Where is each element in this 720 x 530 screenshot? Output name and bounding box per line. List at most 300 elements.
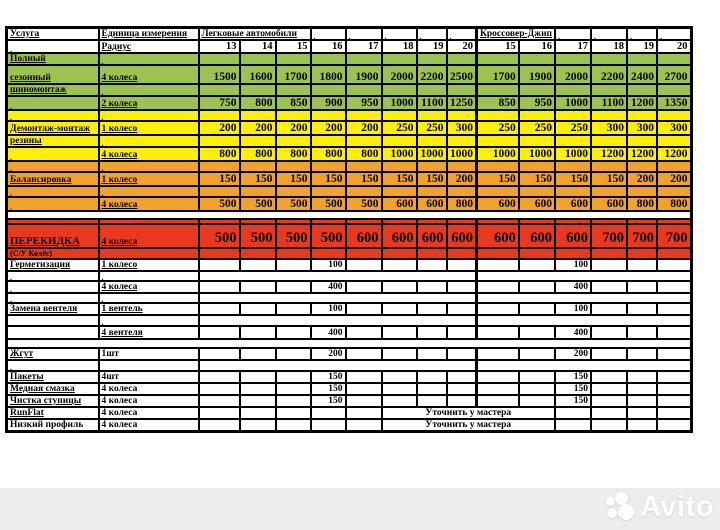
table-row xyxy=(7,326,692,339)
table-cell xyxy=(382,53,417,65)
price-cell: 600 xyxy=(447,224,477,248)
table-cell xyxy=(311,84,346,96)
price-cell: 250 xyxy=(555,121,591,135)
price-cell: 600 xyxy=(417,197,447,211)
table-cell xyxy=(591,407,627,419)
table-cell xyxy=(276,161,311,172)
table-cell xyxy=(519,84,555,96)
table-cell xyxy=(555,84,591,96)
table-cell xyxy=(657,161,691,172)
table-cell xyxy=(627,84,657,96)
table-cell: . xyxy=(99,293,199,303)
table-cell xyxy=(240,281,276,293)
table-cell xyxy=(519,186,555,197)
price-cell: 1200 xyxy=(591,147,627,161)
table-cell xyxy=(382,281,417,293)
table-cell xyxy=(346,407,382,419)
table-cell xyxy=(276,383,311,395)
table-cell xyxy=(657,110,691,121)
table-cell xyxy=(346,186,382,197)
table-cell xyxy=(240,259,276,271)
table-cell xyxy=(276,326,311,339)
table-cell xyxy=(382,395,417,407)
table-cell xyxy=(591,281,627,293)
price-cell: 2200 xyxy=(591,65,627,84)
table-cell xyxy=(447,281,477,293)
table-cell xyxy=(447,259,477,271)
table-cell xyxy=(311,110,346,121)
service-label: 4 колеса xyxy=(99,383,199,395)
table-cell xyxy=(7,211,692,219)
table-cell xyxy=(555,53,591,65)
table-cell xyxy=(519,135,555,147)
price-cell: 1350 xyxy=(657,96,691,110)
service-label: Демонтаж-монтаж xyxy=(7,121,99,135)
table-cell xyxy=(382,348,417,360)
price-cell: 1000 xyxy=(382,96,417,110)
avito-logo-dots-icon xyxy=(606,492,636,522)
table-row xyxy=(7,147,692,161)
table-cell xyxy=(199,248,240,259)
price-cell: 150 xyxy=(477,172,519,186)
price-cell: 1000 xyxy=(519,147,555,161)
table-cell xyxy=(346,326,382,339)
table-cell xyxy=(519,371,555,383)
table-cell xyxy=(591,326,627,339)
table-cell xyxy=(346,110,382,121)
table-cell xyxy=(276,135,311,147)
price-cell: 200 xyxy=(657,172,691,186)
table-cell xyxy=(477,303,519,315)
table-cell xyxy=(417,383,447,395)
table-cell xyxy=(657,135,691,147)
price-cell: 150 xyxy=(276,172,311,186)
table-cell xyxy=(591,186,627,197)
table-cell xyxy=(276,84,311,96)
service-label: Медная смазка xyxy=(7,383,99,395)
price-cell: 200 xyxy=(199,121,240,135)
table-cell xyxy=(477,293,692,303)
service-label: 4 вентеля xyxy=(99,326,199,339)
service-label: 4 колеса xyxy=(99,65,199,84)
price-cell: 500 xyxy=(276,197,311,211)
table-cell xyxy=(477,383,519,395)
price-cell: 1600 xyxy=(240,65,276,84)
price-cell: 150 xyxy=(199,172,240,186)
table-cell xyxy=(99,360,199,371)
table-row xyxy=(7,135,692,147)
price-cell: 300 xyxy=(627,121,657,135)
price-cell: 1100 xyxy=(417,96,447,110)
bottom-strip xyxy=(0,488,720,530)
price-table xyxy=(5,26,693,433)
table-cell xyxy=(311,419,346,432)
table-cell xyxy=(276,53,311,65)
table-cell xyxy=(591,161,627,172)
table-cell xyxy=(276,419,311,432)
table-cell: . xyxy=(99,161,199,172)
table-cell: (С/У Колёс) xyxy=(7,248,99,259)
table-cell xyxy=(382,135,417,147)
table-cell xyxy=(346,371,382,383)
table-cell xyxy=(447,53,477,65)
table-cell xyxy=(382,371,417,383)
price-cell: 500 xyxy=(240,224,276,248)
price-cell: 600 xyxy=(382,197,417,211)
table-cell xyxy=(657,248,691,259)
price-cell: 1500 xyxy=(199,65,240,84)
table-cell xyxy=(240,395,276,407)
table-cell xyxy=(99,248,199,259)
table-cell xyxy=(417,135,447,147)
table-cell: . xyxy=(99,135,199,147)
table-cell xyxy=(311,135,346,147)
service-label: Услуга xyxy=(7,28,99,41)
service-label: Легковые автомобили xyxy=(199,28,311,41)
table-cell xyxy=(382,383,417,395)
table-row xyxy=(7,259,692,271)
price-cell: 800 xyxy=(657,197,691,211)
price-cell: 19 xyxy=(627,40,657,53)
price-cell: 2000 xyxy=(382,65,417,84)
table-cell: . xyxy=(7,281,99,293)
price-cell: 150 xyxy=(555,395,591,407)
table-cell xyxy=(240,110,276,121)
table-row xyxy=(7,303,692,315)
table-cell xyxy=(346,281,382,293)
price-cell: Уточнить у мастера xyxy=(382,407,556,419)
price-cell: 500 xyxy=(276,224,311,248)
table-cell xyxy=(346,419,382,432)
table-row xyxy=(7,281,692,293)
price-cell: 150 xyxy=(240,172,276,186)
table-cell: . xyxy=(7,110,99,121)
price-cell: 600 xyxy=(555,224,591,248)
service-label: 1 вентель xyxy=(99,303,199,315)
table-cell xyxy=(199,110,240,121)
table-cell xyxy=(346,303,382,315)
table-cell xyxy=(417,110,447,121)
table-cell xyxy=(7,326,99,339)
table-row xyxy=(7,161,692,172)
table-cell xyxy=(657,371,691,383)
service-label: ПЕРЕКИДКА xyxy=(7,224,99,248)
table-cell xyxy=(346,348,382,360)
table-cell xyxy=(199,315,477,326)
table-cell xyxy=(477,271,692,281)
table-cell: . xyxy=(7,40,99,53)
table-cell: . xyxy=(7,161,99,172)
service-label: 4 колеса xyxy=(99,395,199,407)
table-cell xyxy=(477,315,692,326)
table-cell xyxy=(199,383,240,395)
table-cell xyxy=(591,395,627,407)
table-cell: . xyxy=(7,96,99,110)
table-cell xyxy=(657,326,691,339)
table-cell xyxy=(627,161,657,172)
table-cell xyxy=(447,383,477,395)
table-cell xyxy=(477,371,519,383)
table-cell xyxy=(276,348,311,360)
price-cell: 200 xyxy=(555,348,591,360)
table-row xyxy=(7,348,692,360)
table-cell xyxy=(240,348,276,360)
table-cell xyxy=(657,348,691,360)
price-cell: 1200 xyxy=(627,96,657,110)
table-cell xyxy=(382,259,417,271)
table-cell: . xyxy=(627,28,657,41)
table-cell: . xyxy=(7,293,99,303)
price-cell: 1000 xyxy=(555,96,591,110)
table-cell xyxy=(627,281,657,293)
price-cell: 400 xyxy=(311,281,346,293)
table-cell xyxy=(346,135,382,147)
table-cell xyxy=(240,186,276,197)
table-cell xyxy=(477,53,519,65)
price-cell: 100 xyxy=(311,303,346,315)
table-row xyxy=(7,293,692,303)
table-row xyxy=(7,395,692,407)
table-cell xyxy=(199,259,240,271)
table-cell xyxy=(591,110,627,121)
price-cell: 18 xyxy=(382,40,417,53)
price-cell: 2400 xyxy=(627,65,657,84)
price-cell: 1100 xyxy=(591,96,627,110)
price-cell: 300 xyxy=(447,121,477,135)
table-cell xyxy=(657,53,691,65)
price-cell: 800 xyxy=(240,96,276,110)
table-cell xyxy=(519,248,555,259)
table-cell xyxy=(477,186,519,197)
table-cell xyxy=(447,395,477,407)
table-cell xyxy=(591,303,627,315)
table-cell xyxy=(417,303,447,315)
price-cell: 100 xyxy=(555,259,591,271)
price-cell: 14 xyxy=(240,40,276,53)
table-cell xyxy=(382,161,417,172)
table-cell xyxy=(555,248,591,259)
table-cell xyxy=(240,135,276,147)
price-cell: 150 xyxy=(311,371,346,383)
table-cell xyxy=(382,110,417,121)
price-cell: 200 xyxy=(276,121,311,135)
table-cell xyxy=(311,161,346,172)
table-cell xyxy=(276,259,311,271)
table-cell xyxy=(240,84,276,96)
table-row xyxy=(7,53,692,65)
table-cell xyxy=(555,186,591,197)
table-cell: . xyxy=(99,186,199,197)
table-cell xyxy=(447,110,477,121)
table-cell xyxy=(447,371,477,383)
service-label: резины xyxy=(7,135,99,147)
price-cell: 600 xyxy=(555,197,591,211)
table-cell xyxy=(311,53,346,65)
price-cell: 400 xyxy=(555,326,591,339)
table-cell xyxy=(240,419,276,432)
table-cell xyxy=(382,248,417,259)
price-cell: 2700 xyxy=(657,65,691,84)
price-cell: 200 xyxy=(311,121,346,135)
table-cell xyxy=(346,395,382,407)
price-cell: 15 xyxy=(477,40,519,53)
price-cell: 500 xyxy=(240,197,276,211)
table-cell xyxy=(447,348,477,360)
price-cell: 400 xyxy=(555,281,591,293)
price-cell: 300 xyxy=(657,121,691,135)
table-cell xyxy=(519,303,555,315)
price-cell: 750 xyxy=(199,96,240,110)
table-cell xyxy=(477,248,519,259)
price-cell: 150 xyxy=(555,371,591,383)
table-cell xyxy=(199,348,240,360)
table-cell xyxy=(346,383,382,395)
table-row xyxy=(7,84,692,96)
service-label: Низкий профиль xyxy=(7,419,99,432)
table-row xyxy=(7,121,692,135)
table-cell xyxy=(199,53,240,65)
price-cell: 1000 xyxy=(555,147,591,161)
table-cell xyxy=(240,326,276,339)
price-cell: 1200 xyxy=(627,147,657,161)
table-cell xyxy=(240,303,276,315)
price-cell: 600 xyxy=(519,224,555,248)
price-cell: Уточнить у мастера xyxy=(382,419,556,432)
table-cell: . xyxy=(99,271,199,281)
table-cell xyxy=(519,110,555,121)
price-cell: 500 xyxy=(199,197,240,211)
watermark-text: Avito xyxy=(640,490,714,523)
table-cell xyxy=(477,84,519,96)
table-row xyxy=(7,96,692,110)
service-label: RunFlat xyxy=(7,407,99,419)
price-cell: 850 xyxy=(276,96,311,110)
table-cell xyxy=(627,419,657,432)
price-cell: 600 xyxy=(477,224,519,248)
table-cell xyxy=(657,303,691,315)
table-cell xyxy=(627,53,657,65)
table-row xyxy=(7,186,692,197)
price-cell: 800 xyxy=(346,147,382,161)
table-cell xyxy=(447,186,477,197)
table-cell xyxy=(199,186,240,197)
table-cell xyxy=(657,186,691,197)
table-cell xyxy=(477,326,519,339)
table-row xyxy=(7,40,692,53)
table-cell xyxy=(417,161,447,172)
price-cell: 1000 xyxy=(447,147,477,161)
table-cell xyxy=(627,395,657,407)
price-cell: 700 xyxy=(627,224,657,248)
price-cell: 150 xyxy=(555,383,591,395)
table-cell xyxy=(627,259,657,271)
service-label: Пакеты xyxy=(7,371,99,383)
table-cell xyxy=(591,248,627,259)
table-cell xyxy=(311,248,346,259)
table-cell xyxy=(199,360,477,371)
table-cell xyxy=(276,248,311,259)
table-cell xyxy=(657,407,691,419)
price-cell: 600 xyxy=(591,197,627,211)
price-cell: 150 xyxy=(311,395,346,407)
table-cell xyxy=(447,161,477,172)
price-cell: 500 xyxy=(199,224,240,248)
table-cell xyxy=(199,135,240,147)
price-cell: 150 xyxy=(555,172,591,186)
table-cell: . xyxy=(7,147,99,161)
table-cell xyxy=(417,348,447,360)
table-cell xyxy=(276,303,311,315)
table-cell xyxy=(477,110,519,121)
table-cell: . xyxy=(447,28,477,41)
service-label: 1 колесо xyxy=(99,172,199,186)
table-cell xyxy=(657,419,691,432)
service-label: 1 колесо xyxy=(99,121,199,135)
table-cell xyxy=(240,53,276,65)
table-cell xyxy=(276,186,311,197)
table-cell xyxy=(240,383,276,395)
table-cell: . xyxy=(591,28,627,41)
table-cell xyxy=(199,281,240,293)
table-cell xyxy=(417,186,447,197)
table-cell: . xyxy=(7,360,99,371)
table-cell xyxy=(477,360,692,371)
table-cell xyxy=(555,419,591,432)
table-cell xyxy=(447,84,477,96)
table-cell xyxy=(447,326,477,339)
price-cell: 17 xyxy=(555,40,591,53)
table-cell xyxy=(417,248,447,259)
price-cell: 600 xyxy=(346,224,382,248)
table-cell xyxy=(627,135,657,147)
table-cell xyxy=(447,248,477,259)
table-row xyxy=(7,172,692,186)
table-cell xyxy=(555,161,591,172)
table-cell xyxy=(657,84,691,96)
table-cell xyxy=(240,407,276,419)
table-cell xyxy=(199,407,240,419)
table-cell: . xyxy=(417,28,447,41)
table-cell xyxy=(199,161,240,172)
table-cell: . xyxy=(346,28,382,41)
price-cell: 19 xyxy=(417,40,447,53)
price-cell: 500 xyxy=(311,224,346,248)
table-cell xyxy=(382,186,417,197)
price-cell: 200 xyxy=(627,172,657,186)
price-cell: 17 xyxy=(346,40,382,53)
table-row xyxy=(7,371,692,383)
price-cell: 1700 xyxy=(477,65,519,84)
table-cell xyxy=(417,371,447,383)
table-cell xyxy=(417,281,447,293)
service-label: шиномонтаж xyxy=(7,84,99,96)
table-cell xyxy=(627,326,657,339)
price-cell: 600 xyxy=(417,224,447,248)
table-cell xyxy=(199,419,240,432)
price-cell: 1700 xyxy=(276,65,311,84)
price-cell: 2200 xyxy=(417,65,447,84)
table-row xyxy=(7,248,692,259)
price-cell: 200 xyxy=(240,121,276,135)
price-cell: 800 xyxy=(240,147,276,161)
price-cell: 1800 xyxy=(311,65,346,84)
table-cell xyxy=(591,348,627,360)
table-cell xyxy=(7,339,692,348)
table-row xyxy=(7,65,692,84)
price-cell: 200 xyxy=(447,172,477,186)
table-cell xyxy=(199,395,240,407)
table-cell xyxy=(199,293,477,303)
